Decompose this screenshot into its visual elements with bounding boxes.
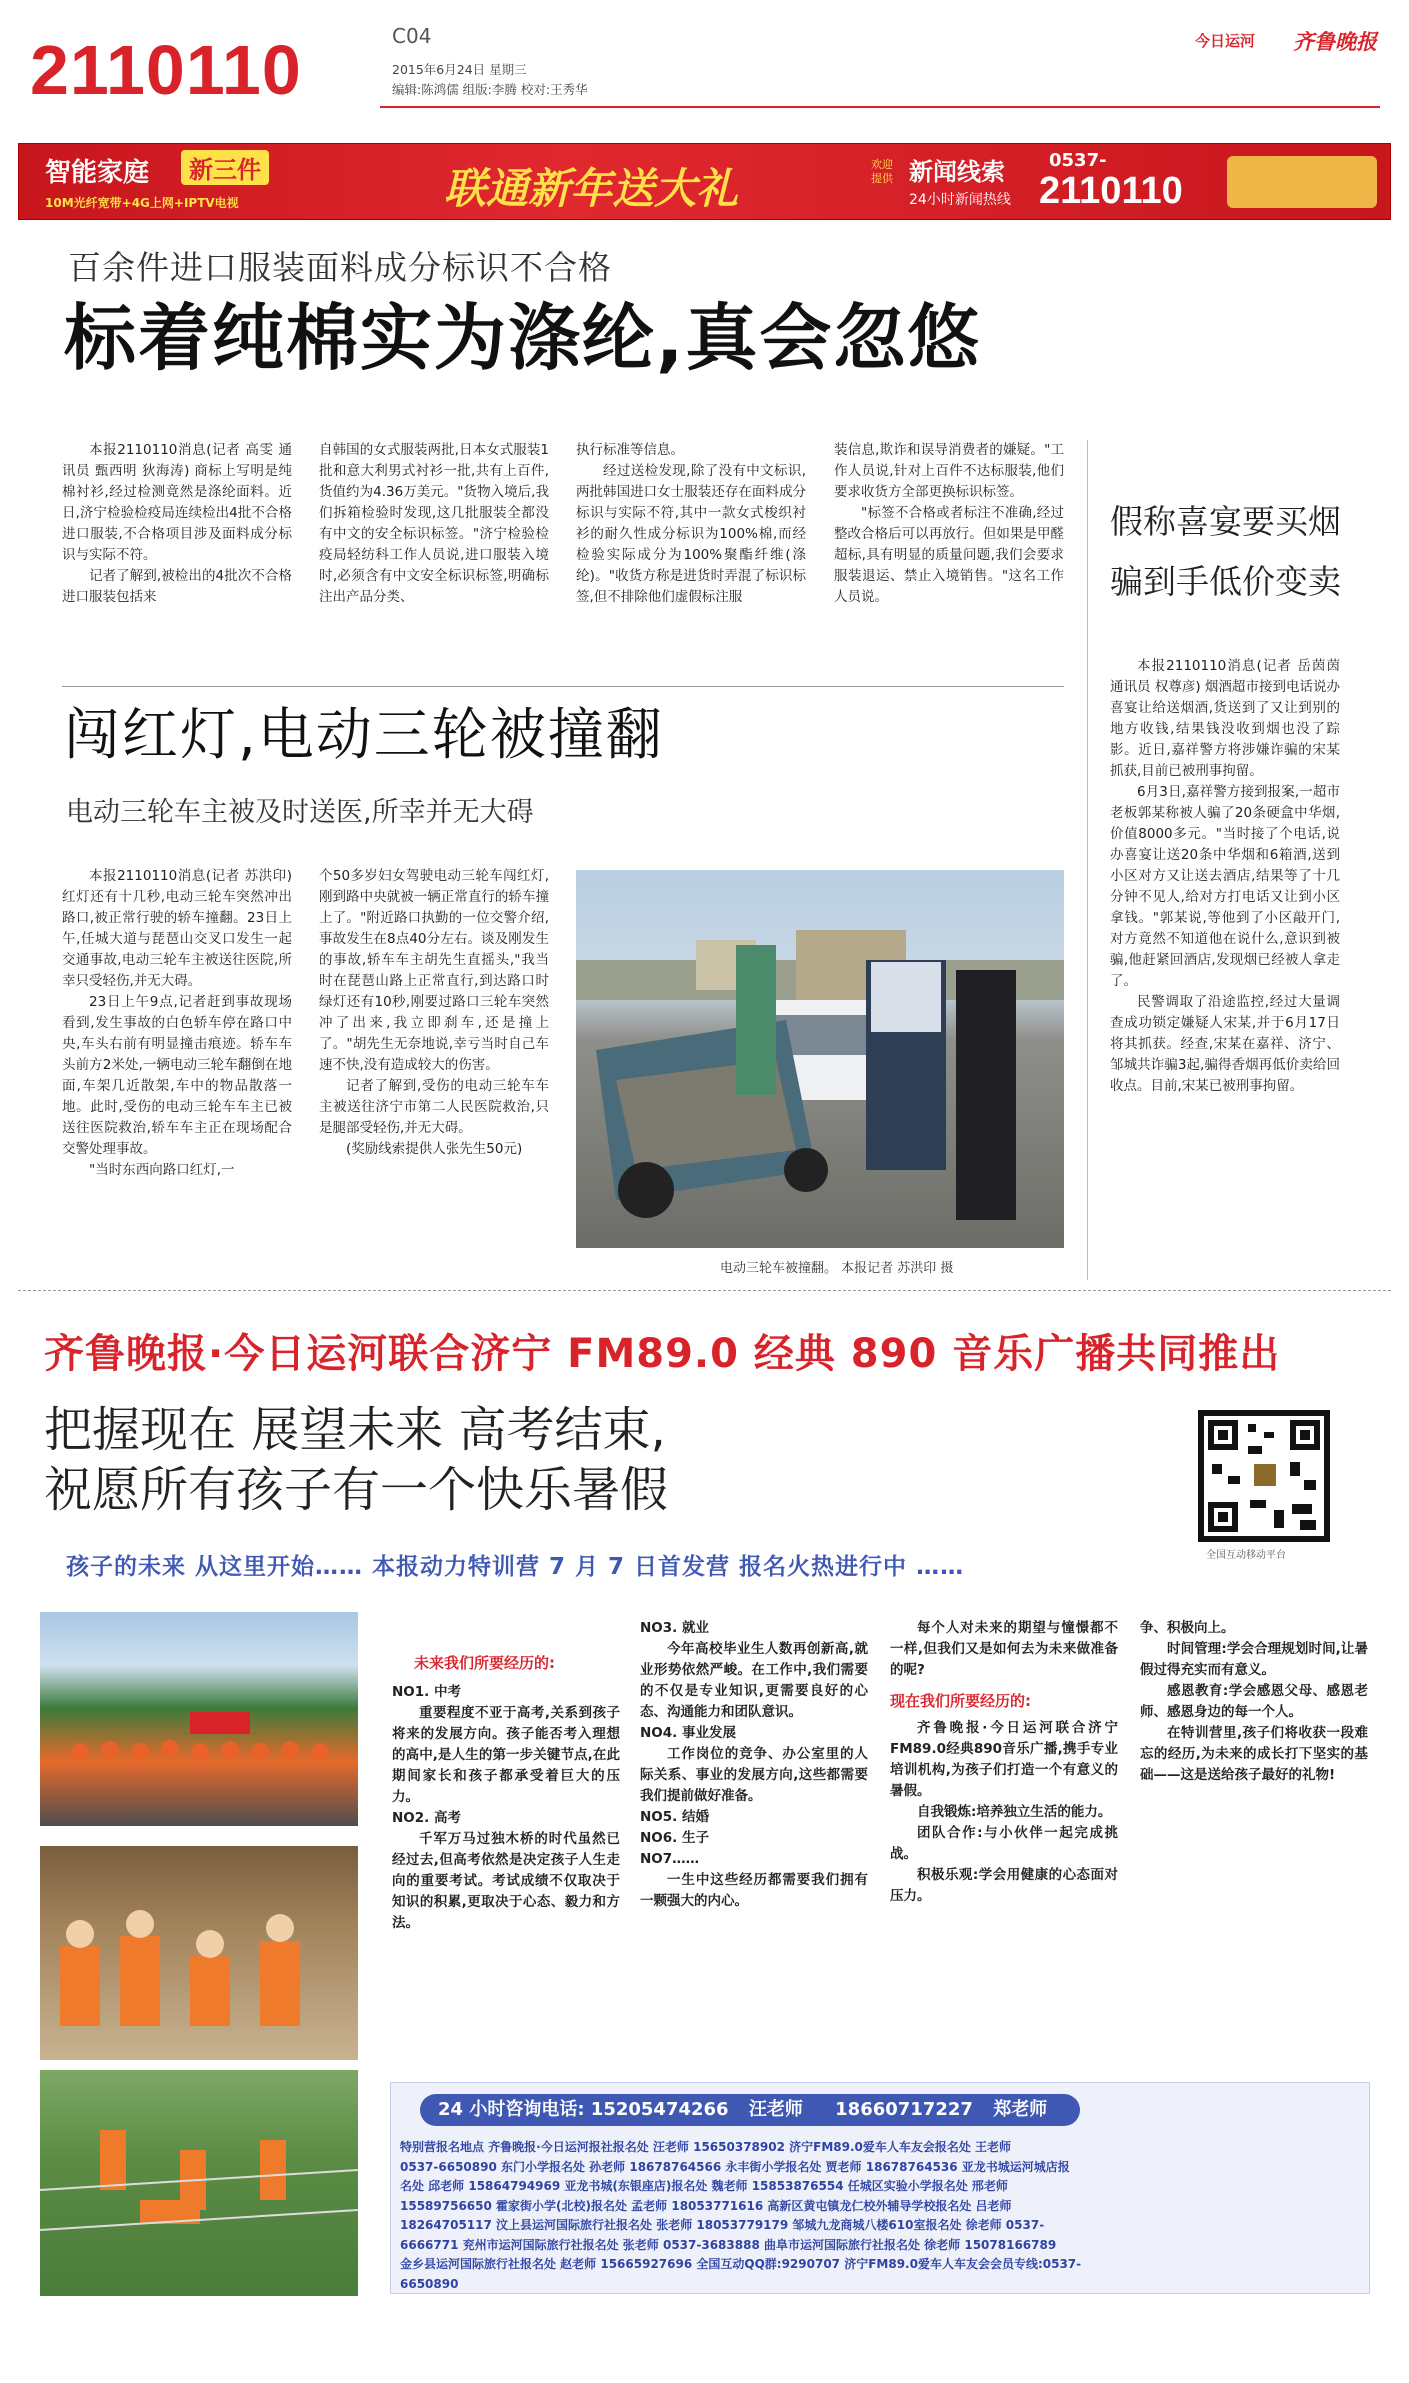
group-photo-icon xyxy=(40,1612,358,1826)
story3-subhead: 电动三轮车主被及时送医,所幸并无大碍 xyxy=(66,797,534,828)
contact-name-2: 郑老师 xyxy=(993,2099,1048,2120)
outdoor-activity-icon xyxy=(40,2070,358,2296)
sites-list xyxy=(400,2138,1362,2294)
story3-col2: 个50多岁妇女驾驶电动三轮车闯红灯,刚到路中央就被一辆正常直行的轿车撞上了。"附近路口执勤的一位交警介绍,事故发生在8点40分左右。谈及刚发生的事故,轿车车主胡先生直摇头,"我当时在琵琶山路上正常直行,到达路口时绿灯还有10秒,刚要过路口三轮车突然冲了出来,我立即刹车,还是撞上了。"胡先生无奈地说,幸亏当时自己车速不快,没有造成较大的伤害。 记者了解到,受伤的电动三轮车车主被送往济宁市第二人民医院救治,只是腿部受轻伤,并无大碍。 (奖励线索提供人张先生50元) xyxy=(319,868,549,1157)
ad-slogan: 联通新年送大礼 xyxy=(444,164,739,213)
sites-line: 6650890 xyxy=(400,2276,459,2291)
ad2-col-a: NO1. 中考 重要程度不亚于高考,关系到孩子将来的发展方向。孩子能否考入理想的高中,是人生的第一步关键节点,在此期间家长和孩子都承受着巨大的压力。 NO2. 高考 千军万马过独木桥的时代虽然已经过去,但高考依然是决定孩子人生走向的重要考试。考试成绩不仅取决于知识的积累,更取决于心态、毅力和方法。 xyxy=(392,1684,620,1931)
column-divider xyxy=(1087,440,1088,1280)
classroom-photo-icon xyxy=(40,1846,358,2060)
ad-phone-prefix: 0537- xyxy=(1049,150,1107,171)
story1-col1: 本报2110110消息(记者 高雯 通讯员 甄西明 狄海涛) 商标上写明是纯棉衬衫,经过检测竟然是涤纶面料。近日,济宁检验检疫局连续检出4批不合格进口服装,不合格项目涉及面料成分标识与实际不符。 记者了解到,被检出的4批次不合格进口服装包括来 xyxy=(62,442,292,605)
sites-line: 金乡县运河国际旅行社报名处 赵老师 15665927696 全国互动QQ群:9290707 济宁FM89.0爱车人车友会会员专线:0537- xyxy=(400,2257,1082,2271)
ad2-section-title-a: 未来我们所要经历的: xyxy=(414,1654,555,1672)
qr-code[interactable] xyxy=(1198,1410,1330,1542)
sites-line: 特别营报名地点 齐鲁晚报·今日运河报社报名处 汪老师 15650378902 济宁FM89.0爱车人车友会报名处 王老师 xyxy=(400,2140,1012,2154)
story2-headline-l1: 假称喜宴要买烟 xyxy=(1110,502,1341,541)
contact-phone-2[interactable]: 18660717227 xyxy=(835,2099,973,2120)
camp-photo-3 xyxy=(40,2070,358,2296)
ad-left-sub: 10M光纤宽带+4G上网+IPTV电视 xyxy=(45,196,239,210)
contact-name-1: 汪老师 xyxy=(748,2099,803,2120)
section-divider xyxy=(18,1290,1391,1291)
accident-photo xyxy=(576,870,1064,1248)
ad-left-title: 智能家庭 xyxy=(45,158,150,188)
story1-col2: 自韩国的女式服装两批,日本女式服装1批和意大利男式衬衫一批,共有上百件,货值约为4.36万美元。"货物入境后,我们拆箱检验时发现,这几批服装全都没有中文的安全标识标签。"济宁检验检疫局轻纺科工作人员说,进口服装入境时,必须含有中文安全标识标签,明确标注出产品分类、 xyxy=(319,442,549,605)
story2-body: 本报2110110消息(记者 岳茵茵 通讯员 权尊彦) 烟酒超市接到电话说办喜宴让给送烟酒,货送到了又让到别的地方收钱,结果钱没收到烟也没了踪影。近日,嘉祥警方将涉嫌诈骗的宋某抓获,目前已被刑事拘留。 6月3日,嘉祥警方接到报案,一超市老板郭某称被人骗了20条硬盒中华烟,价值8000多元。"当时接了个电话,说办喜宴让送20条中华烟和6箱酒,送到小区对方又让送去酒店,结果等了十几分钟不见人,给对方打电话又让到小区拿钱。"郭某说,等他到了小区敲开门,对方竟然不知道他在说什么,意识到被骗,他赶紧回酒店,发现烟已经被人拿走了。 民警调取了沿途监控,经过大量调查成功锁定嫌疑人宋某,并于6月17日将其抓获。经查,宋某在嘉祥、济宁、邹城共诈骗3起,骗得香烟再低价卖给回收点。目前,宋某已被刑事拘留。 xyxy=(1110,658,1340,1094)
ad-right-small2: 24小时新闻热线 xyxy=(909,192,1011,208)
ad2-tagline: 孩子的未来 从这里开始…… 本报动力特训营 7 月 7 日首发营 报名火热进行中 …… xyxy=(66,1554,965,1580)
ad-phone: 2110110 xyxy=(1039,170,1183,212)
section-name: 今日运河 xyxy=(1195,32,1256,50)
story1-col4: 装信息,欺诈和误导消费者的嫌疑。"工作人员说,针对上百件不达标服装,他们要求收货方全部更换标识标签。 "标签不合格或者标注不准确,经过整改合格后可以再放行。但如果是甲醛超标,具有明显的质量问题,我们会要求服装退运、禁止入境销售。"这名工作人员说。 xyxy=(834,442,1064,605)
ad2-slogan-l2: 祝愿所有孩子有一个快乐暑假 xyxy=(44,1462,669,1518)
qr-label: 全国互动移动平台 xyxy=(1206,1550,1286,1561)
story-divider xyxy=(62,686,1064,687)
sites-line: 名处 邱老师 15864794969 亚龙书城(东银座店)报名处 魏老师 15853876554 任城区实验小学报名处 邢老师 xyxy=(400,2179,1008,2193)
ad-left-badge: 新三件 xyxy=(181,150,269,185)
story1-kicker: 百余件进口服装面料成分标识不合格 xyxy=(68,248,612,287)
ad-right-title: 新闻线索 xyxy=(909,158,1005,186)
story1-col3: 执行标准等信息。 经过送检发现,除了没有中文标识,两批韩国进口女士服装还存在面料成分标识与实际不符,其中一款女式梭织衬衫的耐久性成分标识为100%棉,而经检验实际成分为100%聚酯纤维(涤纶)。"收货方称是进货时弄混了标识标签,但不排除他们虚假标注服 xyxy=(576,442,806,605)
ad-gift-box-icon xyxy=(1227,156,1377,208)
masthead xyxy=(0,0,1409,140)
qr-code-icon xyxy=(1204,1416,1324,1536)
photo-caption: 电动三轮车被撞翻。 本报记者 苏洪印 摄 xyxy=(720,1261,954,1276)
ad2-col-d: 争、积极向上。 时间管理:学会合理规划时间,让暑假过得充实而有意义。 感恩教育:学会感恩父母、感恩老师、感恩身边的每一个人。 在特训营里,孩子们将收获一段难忘的经历,为未来的成长打下坚实的基础——这是送给孩子最好的礼物! xyxy=(1140,1620,1368,1783)
sites-line: 6666771 兖州市运河国际旅行社报名处 张老师 0537-3683888 曲阜市运河国际旅行社报名处 徐老师 15078166789 xyxy=(400,2237,1057,2252)
ad-banner[interactable] xyxy=(18,143,1391,220)
story1-headline: 标着纯棉实为涤纶,真会忽悠 xyxy=(64,296,982,380)
paper-logo: 齐鲁晚报 xyxy=(1293,29,1377,54)
ad2-slogan-l1: 把握现在 展望未来 高考结束, xyxy=(44,1402,666,1458)
staff-line: 编辑:陈鸿儒 组版:李腾 校对:王秀华 xyxy=(392,82,588,97)
sites-line: 15589756650 霍家街小学(北校)报名处 孟老师 18053771616 高新区黄屯镇龙仁校外辅导学校报名处 吕老师 xyxy=(400,2198,1012,2213)
contact-title: 24 小时咨询电话: xyxy=(438,2099,585,2120)
camp-photo-2 xyxy=(40,1846,358,2060)
ad-right-small1: 欢迎提供 xyxy=(871,158,893,185)
masthead-rule xyxy=(380,106,1380,108)
camp-photo-1 xyxy=(40,1612,358,1826)
ad2-banner: 齐鲁晚报·今日运河联合济宁 FM89.0 经典 890 音乐广播共同推出 xyxy=(44,1331,1281,1377)
sites-line: 18264705117 汶上县运河国际旅行社报名处 张老师 18053779179 邹城九龙商城八楼610室报名处 徐老师 0537- xyxy=(400,2218,1045,2232)
hotline-number: 2110110 xyxy=(30,31,302,109)
accident-scene-icon xyxy=(576,870,1064,1248)
story3-col1: 本报2110110消息(记者 苏洪印) 红灯还有十几秒,电动三轮车突然冲出路口,被正常行驶的轿车撞翻。23日上午,任城大道与琵琶山交叉口发生一起交通事故,电动三轮车主被送往医院,所幸只受轻伤,并无大碍。 23日上午9点,记者赶到事故现场看到,发生事故的白色轿车停在路口中央,车头右前有明显撞击痕迹。轿车车头前方2米处,一辆电动三轮车翻倒在地面,车架几近散架,车中的物品散落一地。此时,受伤的电动三轮车车主已被送往医院救治,轿车车主正在现场配合交警处理事故。 "当时东西向路口红灯,一 xyxy=(62,868,292,1178)
date-line: 2015年6月24日 星期三 xyxy=(392,62,527,77)
contact-bar xyxy=(420,2094,1080,2126)
page-number: C04 xyxy=(392,24,432,48)
ad2-col-b: NO3. 就业 今年高校毕业生人数再创新高,就业形势依然严峻。在工作中,我们需要的不仅是专业知识,更需要良好的心态、沟通能力和团队意识。 NO4. 事业发展 工作岗位的竞争、办公室里的人际关系、事业的发展方向,这些都需要我们提前做好准备。 NO5. 结婚 NO6. 生子 NO7…… 一生中这些经历都需要我们拥有一颗强大的内心。 xyxy=(640,1620,868,1909)
sites-line: 0537-6650890 东门小学报名处 孙老师 18678764566 永丰街小学报名处 贾老师 18678764536 亚龙书城运河城店报 xyxy=(400,2159,1070,2174)
story2-headline-l2: 骗到手低价变卖 xyxy=(1110,562,1341,601)
contact-phone-1[interactable]: 15205474266 xyxy=(590,2099,729,2120)
ad2-col-c: 每个人对未来的期望与憧憬都不一样,但我们又是如何去为未来做准备的呢? 现在我们所要经历的: 齐鲁晚报·今日运河联合济宁FM89.0经典890音乐广播,携手专业培训机构,为孩子们打造一个有意义的暑假。 自我锻炼:培养独立生活的能力。 团队合作:与小伙伴一起完成挑战。 积极乐观:学会用健康的心态面对压力。 xyxy=(890,1620,1118,1904)
ad2-section-title-b: 现在我们所要经历的: xyxy=(890,1692,1031,1710)
story3-headline: 闯红灯,电动三轮被撞翻 xyxy=(64,703,664,768)
